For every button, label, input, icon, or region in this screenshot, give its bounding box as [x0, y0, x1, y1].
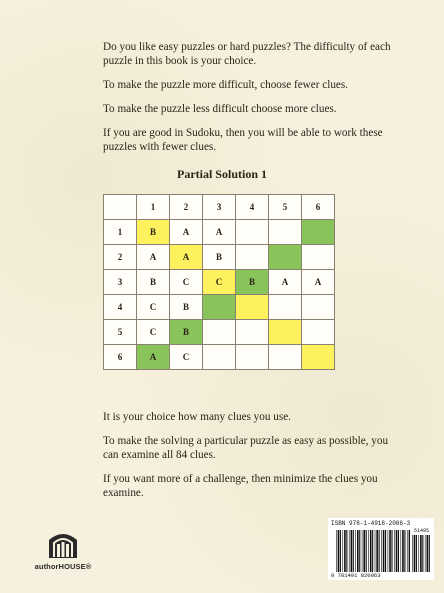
book-arch-icon	[46, 530, 80, 560]
barcode-bar	[368, 530, 369, 572]
barcode-bar	[396, 530, 398, 572]
grid-caption: Partial Solution 1	[176, 167, 267, 181]
barcode-bar	[416, 535, 417, 572]
barcode-bar	[381, 530, 382, 572]
barcode-bar	[429, 535, 430, 572]
barcode-bar	[425, 535, 426, 572]
grid-cell: C	[170, 345, 203, 370]
grid-row	[104, 295, 335, 320]
grid-cell: B	[170, 320, 203, 345]
barcode-bar	[394, 530, 395, 572]
barcode-bar	[349, 530, 350, 572]
row-header: 3	[104, 270, 137, 295]
barcode-bar	[353, 530, 354, 572]
grid-cell	[236, 220, 269, 245]
grid-row	[104, 245, 335, 270]
grid-cell	[302, 295, 335, 320]
column-header: 4	[236, 195, 269, 220]
grid-cell	[236, 245, 269, 270]
barcode-bar	[409, 530, 410, 572]
barcode-bar	[346, 530, 347, 572]
grid-cell: B	[137, 220, 170, 245]
barcode-bar	[383, 530, 385, 572]
barcode-bar	[372, 530, 373, 572]
grid-cell	[269, 345, 302, 370]
grid-cell: C	[170, 270, 203, 295]
grid-cell: C	[137, 295, 170, 320]
grid-cell: A	[302, 270, 335, 295]
barcode-bar	[404, 530, 405, 572]
barcode-bar	[422, 535, 423, 572]
row-header: 4	[104, 295, 137, 320]
barcode-bar	[414, 535, 416, 572]
barcode-bars	[336, 530, 410, 572]
barcode-bar	[357, 530, 359, 572]
outro-paragraph-1: It is your choice how many clues you use.	[103, 411, 291, 423]
barcode-bar	[351, 530, 353, 572]
column-header: 5	[269, 195, 302, 220]
grid-cell	[203, 345, 236, 370]
barcode-bar	[398, 530, 399, 572]
intro-paragraph-3: To make the puzzle less difficult choose more clues.	[103, 103, 337, 115]
barcode-bar	[375, 530, 376, 572]
barcode-addon-bars	[412, 535, 432, 572]
barcode-bar	[355, 530, 356, 572]
barcode-bar	[370, 530, 372, 572]
grid-cell: B	[236, 270, 269, 295]
grid-cell	[302, 220, 335, 245]
grid-cell	[269, 220, 302, 245]
grid-cell	[203, 295, 236, 320]
grid-row	[104, 345, 335, 370]
barcode-bar	[379, 530, 380, 572]
barcode-bar	[336, 530, 337, 572]
column-header: 6	[302, 195, 335, 220]
grid-cell	[269, 320, 302, 345]
grid-cell	[236, 320, 269, 345]
grid-cell: A	[170, 220, 203, 245]
row-header: 5	[104, 320, 137, 345]
barcode-bar	[340, 530, 341, 572]
grid-cell: B	[203, 245, 236, 270]
grid-cell: B	[170, 295, 203, 320]
barcode-bar	[407, 530, 408, 572]
barcode-bar	[359, 530, 360, 572]
grid-row	[104, 220, 335, 245]
column-header: 1	[137, 195, 170, 220]
barcode-bar	[388, 530, 389, 572]
barcode-bar	[427, 535, 429, 572]
row-header: 2	[104, 245, 137, 270]
grid-cell: A	[269, 270, 302, 295]
intro-paragraph-2: To make the puzzle more difficult, choose fewer clues.	[103, 79, 349, 91]
grid-cell	[269, 295, 302, 320]
grid-row	[104, 320, 335, 345]
grid-cell	[203, 320, 236, 345]
barcode-bar	[363, 530, 365, 572]
grid-row	[104, 270, 335, 295]
isbn-barcode	[328, 518, 434, 580]
barcode-bar	[412, 535, 413, 572]
barcode-bar	[401, 530, 402, 572]
outro-text	[103, 410, 393, 510]
grid-cell	[236, 295, 269, 320]
grid-cell: A	[137, 345, 170, 370]
intro-text	[103, 40, 393, 164]
barcode-bar	[366, 530, 367, 572]
grid-cell	[302, 245, 335, 270]
barcode-bar	[342, 530, 343, 572]
intro-paragraph-1: Do you like easy puzzles or hard puzzles? The difficulty of each puzzle in this book is your choice.	[103, 41, 391, 67]
barcode-bar	[385, 530, 386, 572]
partial-solution-grid	[103, 194, 335, 370]
column-header	[104, 195, 137, 220]
barcode-bar	[338, 530, 340, 572]
barcode-addon-number: 51495	[414, 528, 430, 534]
barcode-bar	[402, 530, 404, 572]
column-header: 2	[170, 195, 203, 220]
barcode-bar	[389, 530, 391, 572]
barcode-bar	[391, 530, 392, 572]
grid-cell: B	[137, 270, 170, 295]
publisher-logo	[28, 530, 98, 571]
grid-cell: A	[203, 220, 236, 245]
publisher-name: authorHOUSE®	[34, 562, 92, 571]
isbn-text: ISBN 978-1-4918-2006-3	[331, 520, 411, 527]
barcode-bar	[418, 535, 419, 572]
column-header: 3	[203, 195, 236, 220]
grid-cell: A	[170, 245, 203, 270]
grid-cell: C	[203, 270, 236, 295]
outro-paragraph-2: To make the solving a particular puzzle as easy as possible, you can examine all 84 clues.	[103, 435, 389, 461]
barcode-digits: 9 781491 820063	[331, 572, 381, 579]
grid-header-row	[104, 195, 335, 220]
barcode-bar	[344, 530, 346, 572]
barcode-bar	[376, 530, 378, 572]
grid-cell	[269, 245, 302, 270]
grid-cell: C	[137, 320, 170, 345]
grid-cell	[302, 345, 335, 370]
barcode-bar	[420, 535, 422, 572]
row-header: 1	[104, 220, 137, 245]
intro-paragraph-4: If you are good in Sudoku, then you will be able to work these puzzles with fewer clues.	[103, 127, 383, 153]
grid-cell: A	[137, 245, 170, 270]
outro-paragraph-3: If you want more of a challenge, then minimize the clues you examine.	[103, 473, 378, 499]
barcode-bar	[362, 530, 363, 572]
row-header: 6	[104, 345, 137, 370]
grid-cell	[236, 345, 269, 370]
grid-cell	[302, 320, 335, 345]
